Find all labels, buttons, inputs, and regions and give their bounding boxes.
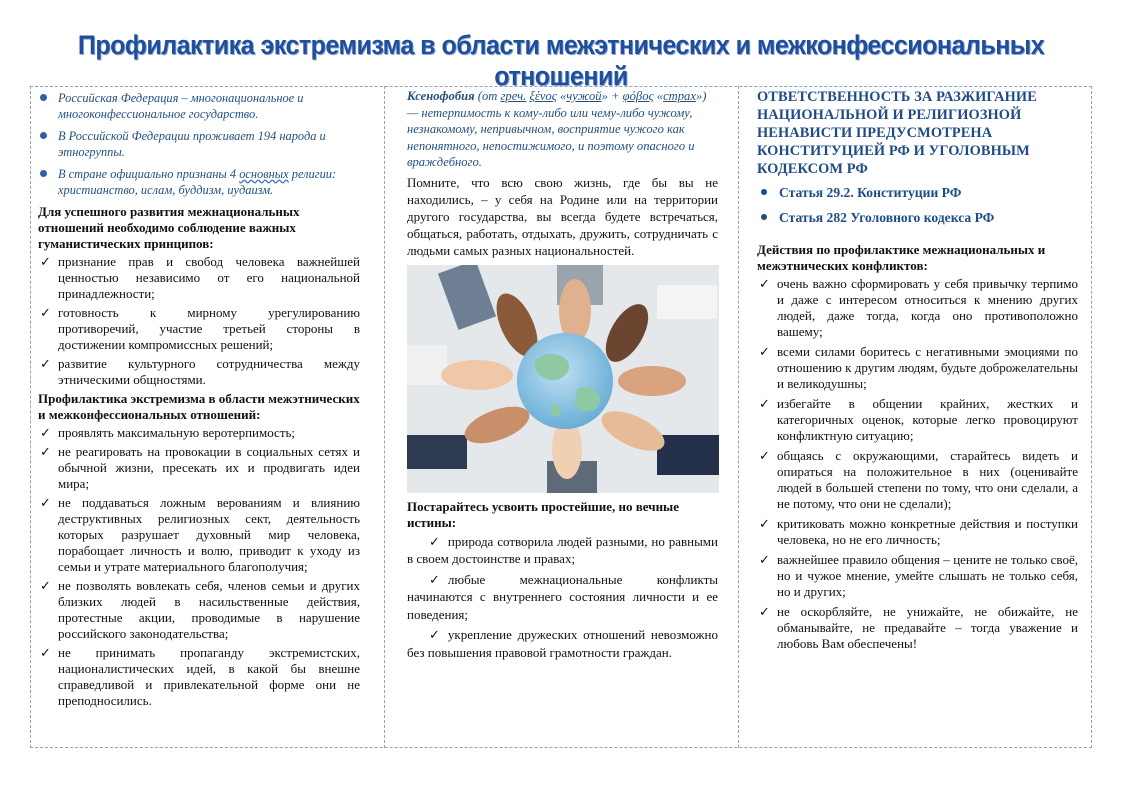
bullet-icon <box>40 94 47 101</box>
principles-heading: Для успешного развития межнациональных отношений необходимо соблюдение важных гуманистических принципов: <box>38 204 300 251</box>
check-icon: ✓ <box>40 495 51 510</box>
list-item: ✓ не реагировать на провокации в социальных сетях и обычной жизни, пресекать их и продвигать идеи мира; <box>40 444 360 491</box>
list-item: ✓ очень важно сформировать у себя привычку терпимо и даже с интересом относиться к мнению других людей, даже тогда, когда оно противоположно вашему; <box>759 276 1078 339</box>
bullet-icon <box>40 132 47 139</box>
list-item: ✓ природа сотворила людей разными, но равными в своем достоинстве и правах; <box>407 533 718 567</box>
principles-list <box>38 254 360 388</box>
check-icon: ✓ <box>40 578 51 593</box>
list-item: ✓ проявлять максимальную веротерпимость; <box>40 425 296 440</box>
check-icon: ✓ <box>759 552 770 567</box>
list-item: ✓ критиковать можно конкретные действия и поступки человека, но не его личность; <box>759 516 1078 547</box>
responsibility-heading: ОТВЕТСТВЕННОСТЬ ЗА РАЗЖИГАНИЕ НАЦИОНАЛЬНОЙ И РЕЛИГИОЗНОЙ НЕНАВИСТИ ПРЕДУСМОТРЕНА КОНСТИТУЦИЕЙ РФ И УГОЛОВНЫМ КОДЕКСОМ РФ <box>757 89 1037 177</box>
article-item: Статья 282 Уголовного кодекса РФ <box>757 209 1078 226</box>
list-item: ✓ важнейшее правило общения – цените не только своё, но и чужое мнение, умейте слышать не только себя, но и других; <box>759 552 1078 599</box>
prevention-heading: Профилактика экстремизма в области межэтнических и межконфессиональных отношений: <box>38 391 360 422</box>
list-item: ✓ развитие культурного сотрудничества между этническими общностями. <box>40 356 360 387</box>
bullet-icon <box>40 170 47 177</box>
check-icon: ✓ <box>40 254 51 269</box>
list-item: ✓ не принимать пропаганду экстремистских, националистических идей, в какой бы внешне справедливой и привлекательной форме они не преподносились. <box>40 645 360 708</box>
list-item: ✓ не позволять вовлекать себя, членов семьи и других близких людей в насильственные действия, протестные акции, проводимые в нарушение российского законодательства; <box>40 578 360 641</box>
articles-list <box>757 184 1078 226</box>
column-left <box>30 86 385 748</box>
check-icon: ✓ <box>40 305 51 320</box>
fact-item: В стране официально признаны 4 основных религии: христианство, ислам, буддизм, иудаизм. <box>38 166 360 198</box>
list-item: ✓ общаясь с окружающими, старайтесь видеть и опираться на положительное в них (оценивайте людей в большей степени по тому, что они сделали, а не потому, что они не сделали); <box>759 448 1078 511</box>
facts-list <box>38 90 360 198</box>
check-icon: ✓ <box>40 645 51 660</box>
page-title: Профилактика экстремизма в области межэтнических и межконфессиональных отношений <box>77 30 1045 91</box>
check-icon: ✓ <box>40 444 51 459</box>
fact-item: Российская Федерация – многонациональное и многоконфессиональное государство. <box>38 90 360 122</box>
list-item: ✓ не поддаваться ложным верованиям и влиянию деструктивных религиозных сект, деятельность которых разрушает духовный мир человека, порабощает личность и волю, приводит к уходу из семьи и утрате материального благополучия; <box>40 495 360 574</box>
actions-list <box>757 276 1078 652</box>
check-icon: ✓ <box>40 425 51 440</box>
column-right <box>739 86 1092 748</box>
list-item: ✓ не оскорбляйте, не унижайте, не обижайте, не обманывайте, не предавайте – тогда уважение и любовь Вам обеспечены! <box>759 604 1078 651</box>
check-icon: ✓ <box>429 627 440 643</box>
check-icon: ✓ <box>759 344 770 359</box>
hands-around-globe-icon <box>407 265 719 493</box>
check-icon: ✓ <box>759 604 770 619</box>
bullet-icon <box>761 214 767 220</box>
actions-heading: Действия по профилактике межнациональных и межэтнических конфликтов: <box>757 242 1046 273</box>
check-icon: ✓ <box>429 571 440 587</box>
list-item: ✓ укрепление дружеских отношений невозможно без повышения правовой грамотности граждан. <box>407 627 718 660</box>
xenophobia-definition: Ксенофобия (от греч. ξένος «чужой» + φόβος «страх») — нетерпимость к кому-либо или чему-либо чужому, незнакомому, непривычном, восприятие чужого как непонятного, непостижимого, и поэтому опасного и враждебного. <box>407 89 707 170</box>
reminder-paragraph: Помните, что всю свою жизнь, где бы вы не находились, – у себя на Родине или на территории другого государства, вы всегда будете встречаться, общаться, работать, отдыхать, дружить, сотрудничать с людьми самых разных национальностей. <box>407 174 718 258</box>
bullet-icon <box>761 189 767 195</box>
column-middle <box>385 86 739 748</box>
check-icon: ✓ <box>429 533 440 549</box>
list-item: ✓ готовность к мирному урегулированию противоречий, участие третьей стороны в достижении компромиссных решений; <box>40 305 360 352</box>
truths-heading: Постарайтесь усвоить простейшие, но вечные истины: <box>407 498 679 530</box>
truths-list <box>407 533 718 662</box>
check-icon: ✓ <box>759 448 770 463</box>
hands-globe-image <box>407 265 719 493</box>
list-item: ✓ признание прав и свобод человека важнейшей ценностью независимо от его национальной принадлежности; <box>40 254 360 301</box>
prevention-list <box>38 425 360 709</box>
list-item: ✓ всеми силами боритесь с негативными эмоциями по отношению к другим людям, будьте доброжелательны и великодушны; <box>759 344 1078 391</box>
list-item: ✓ избегайте в общении крайних, жестких и категоричных оценок, которые легко провоцируют конфликтную ситуацию; <box>759 396 1078 443</box>
check-icon: ✓ <box>40 356 51 371</box>
check-icon: ✓ <box>759 276 770 291</box>
fact-item: В Российской Федерации проживает 194 народа и этногруппы. <box>38 128 360 160</box>
list-item: ✓ любые межнациональные конфликты начинаются с внутреннего состояния личности и ее поведения; <box>407 571 718 622</box>
check-icon: ✓ <box>759 396 770 411</box>
check-icon: ✓ <box>759 516 770 531</box>
article-item: Статья 29.2. Конституции РФ <box>757 184 1078 201</box>
